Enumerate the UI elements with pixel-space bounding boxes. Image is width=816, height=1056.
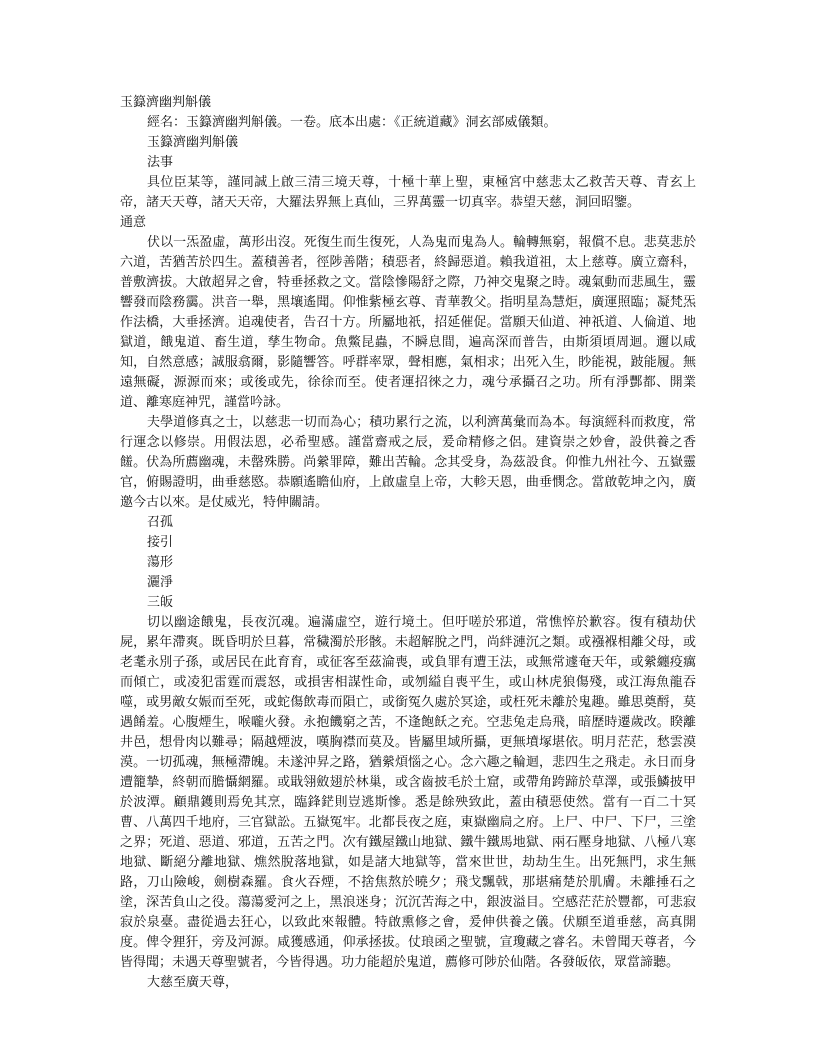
rite-step-saijing: 灑淨: [147, 575, 174, 590]
document-page: [120, 93, 696, 993]
document-subtitle: 玉籙濟幽判斛儀: [147, 135, 239, 150]
closing-invocation: 大慈至廣天尊，: [147, 975, 239, 990]
paragraph-offering: 夫學道修真之士，以慈悲一切而為心；積功累行之流，以利濟萬彙而為本。每演經科而救度，常行運念以修崇。用假法恩，必希聖感。謹當齋戒之辰，爰命精修之侶。建資崇之妙會，設供養之香饈。伏為所薦幽魂，未罄殊勝。尚縈罪障，難出苦輪。念其受身，為茲設食。仰惟九州社今、五嶽靈官，俯賜證明，曲垂慈愍。恭願遙瞻仙府，上啟虛皇上帝，大軫天恩，曲垂憫念。當啟乾坤之內，廣邀今古以來。是仗威光，特伸關請。: [120, 415, 696, 510]
paragraph-tongyi: 伏以一炁盈虛，萬形出沒。死復生而生復死，人為鬼而鬼為人。輪轉無窮，報償不息。悲莫悲於六道，苦猶苦於四生。蓋積善者，徑陟善階；積惡者，終歸惡道。賴我道祖，太上慈尊。廣立齋科，普敷濟拔。大啟超昇之會，特垂拯救之文。當陰慘陽舒之際，乃神交鬼聚之時。魂氣動而悲風生，靈響發而陰務靄。洪音一舉，黑壤遙聞。仰惟紫極玄尊、青華教父。指明星為慧炬，廣運照臨；凝梵炁作法橋，大垂拯濟。追魂使者，告召十方。所屬地祇，招延催促。當願天仙道、神祇道、人倫道、地獄道，餓鬼道、畜生道，孳生物命。魚鱉昆蟲，不瞬息間，遍高深而普告，由斯須頃周迴。邇以咸知，自然意感；誠服翕爾，影隨響答。呼群率眾，聲相應，氣相求；出死入生，眇能視，跛能履。無遠無礙，源源而來；或後或先，徐徐而至。使者運招徠之力，魂兮承攝召之功。所有淨酆都、開業道、離寒庭神咒，謹當吟詠。: [120, 235, 696, 410]
section-heading-fashi: 法事: [147, 155, 174, 170]
rite-step-dangxing: 蕩形: [147, 555, 174, 570]
section-heading-tongyi: 通意: [120, 215, 147, 230]
scripture-metadata: 經名：玉籙濟幽判斛儀。一卷。底本出處：《正統道藏》洞玄部威儀類。: [147, 115, 557, 130]
rite-step-sanfan: 三皈: [147, 595, 174, 610]
rite-step-zhaogu: 召孤: [147, 515, 174, 530]
paragraph-lonely-souls: 切以幽途餓鬼，長夜沉魂。遍滿虛空，遊行境土。但吁嗟於邪道，常憔悴於歉容。復有積劫伏屍，累年滯爽。既昏明於旦暮，常穢濁於形骸。未超解脫之門，尚絆漣沉之類。或襁褓相離父母，或老耄永別子孫，或居民在此育育，或征客至茲淪喪，或負罪有遭王法，或無常遽奄天年，或縈纏疫癘而傾亡，或凌犯雷霆而震怒，或損害相謀性命，或刎縊自喪平生，或山林虎狼傷殘，或江海魚龍吞噬，或男敵女娠而至死，或蛇傷飲毒而隕亡，或銜冤久處於冥途，或枉死未離於鬼趣。雖思奠酹，莫遇餚羞。心腹煙生，喉嚨火發。永抱饑窮之苦，不逢飽飫之充。空悲兔走烏飛，暗歷時遷歲改。睽離井邑，想骨肉以難尋；隔越煙波，嘆胸襟而莫及。皆屬里域所攝，更無墳塚堪依。明月茫茫，愁雲漠漠。一切孤魂，無極滯魄。未遂沖昇之路，猶縈煩惱之心。念六趣之輪迴，悲四生之飛走。永日而身遭籠摯，終朝而膽懾網羅。或戢翎斂翅於林巢，或含齒披毛於土窟，或帶角跨蹄於草澤，或張鱗披甲於波潭。顧鼎鑊則焉免其烹，臨鋒鋩則豈逃斯慘。悉是餘殃致此，蓋由積惡使然。當有一百二十冥曹、八萬四千地府，三官獄訟。五嶽冤牢。北都長夜之庭，東嶽幽扃之府。上尸、中尸、下尸，三塗之界；死道、惡道、邪道，五苦之門。次有鐵屋鐵山地獄、鐵牛鐵馬地獄、兩石壓身地獄、八極八寒地獄、斷絕分離地獄、燋然脫落地獄，如是諸大地獄等，當來世世，劫劫生生。出死無門，求生無路，刀山險峻，劍樹森羅。食火吞煙，不捨焦熬於曉夕；飛戈飄戟，那堪痛楚於肌膚。未離捶石之塗，深苦負山之役。蕩蕩愛河之上，黑浪迷身；沉沉苦海之中，銀波溢目。空感茫茫於豐都，可悲寂寂於泉臺。盡從過去狂心，以致此來報體。特啟熏修之會，爰伸供養之儀。伏願至道垂慈，高真開度。俾令狸犴，旁及河源。咸獲感通，仰承拯拔。仗琅函之聖號，宣瓊藏之睿名。未曾聞天尊者，今皆得聞；未遇天尊聖號者，今皆得遇。功力能超於鬼道，薦修可陟於仙階。各發皈依，眾當諦聽。: [120, 615, 696, 970]
rite-step-jieyin: 接引: [147, 535, 174, 550]
document-title: 玉籙濟幽判斛儀: [120, 95, 212, 110]
paragraph-invocation: 具位臣某等，謹同誠上啟三清三境天尊，十極十華上聖，東極宮中慈悲太乙救苦天尊、青玄上帝，諸天天尊，諸天天帝，大羅法界無上真仙，三界萬靈一切真宰。恭望天慈，洞回昭鑒。: [120, 175, 696, 210]
